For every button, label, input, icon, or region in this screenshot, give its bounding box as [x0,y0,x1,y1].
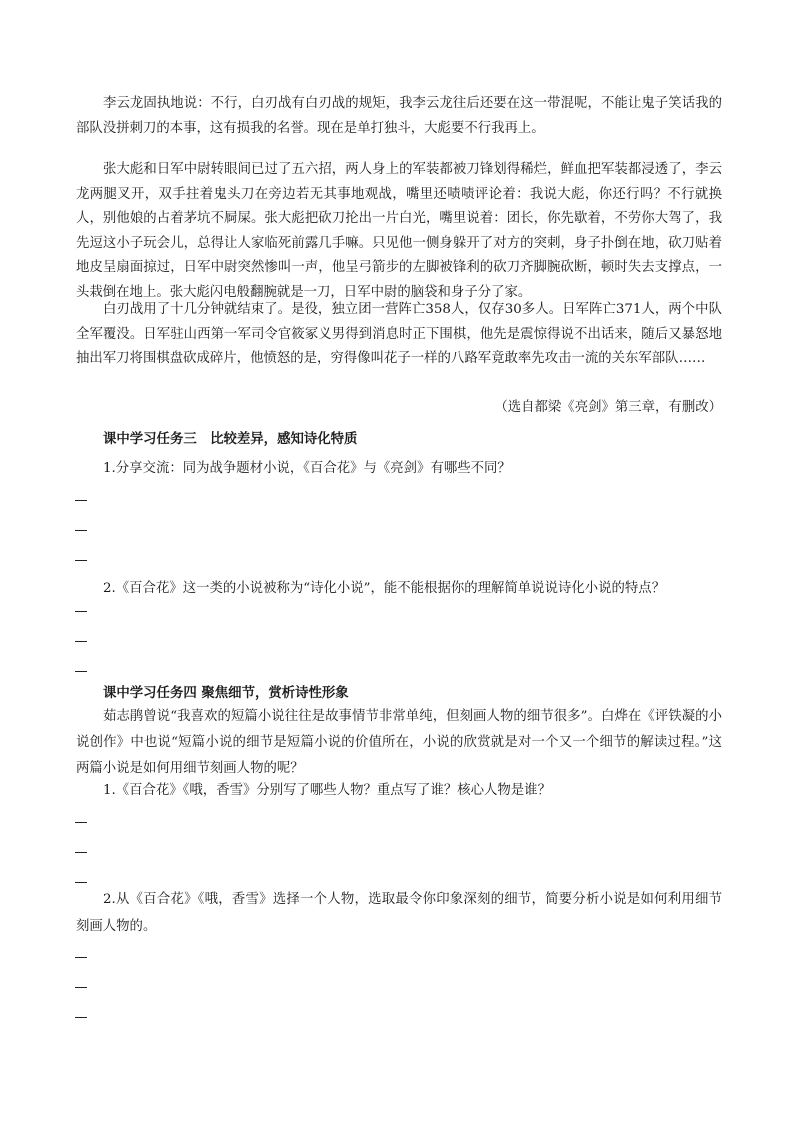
task3-question-1: 1.分享交流：同为战争题材小说，《百合花》与《亮剑》有哪些不同？ [103,461,511,476]
task3-question-2: 2.《百合花》这一类的小说被称为“诗化小说”，能不能根据你的理解简单说说诗化小说的特点？ [103,581,666,596]
task4-intro: 茹志鹃曾说“我喜欢的短篇小说往往是故事情节非常单纯，但刻画人物的细节很多”。白烨在《评铁凝的小说创作》中也说“短篇小说的细节是短篇小说的价值所在，小说的欣赏就是对一个又一个细节的解读过程。”这两篇小说是如何用细节刻画人物的呢？ [76,709,722,776]
answer-line[interactable] [75,500,87,501]
source-citation: （选自都梁《亮剑》第三章，有删改） [494,400,722,415]
story-paragraph-3: 白刃战用了十几分钟就结束了。是役，独立团一营阵亡358人，仅存30多人。日军阵亡371人，两个中队全军覆没。日军驻山西第一军司令官筱冢义男得到消息时正下围棋，他先是震惊得说不出话来，随后又暴怒地抽出军刀将围棋盘砍成碎片，他愤怒的是，穷得像叫花子一样的八路军竟敢率先攻击一流的关东军部队…… [76,302,722,366]
answer-line[interactable] [75,822,87,823]
answer-line[interactable] [75,1017,87,1018]
answer-line[interactable] [75,611,87,612]
answer-line[interactable] [75,852,87,853]
task4-heading: 课中学习任务四 聚焦细节，赏析诗性形象 [103,686,349,701]
task4-question-2: 2.从《百合花》《哦，香雪》选择一个人物，选取最令你印象深刻的细节，简要分析小说是如何利用细节刻画人物的。 [76,892,722,934]
story-paragraph-1: 李云龙固执地说：不行，白刃战有白刃战的规矩，我李云龙往后还要在这一带混呢，不能让鬼子笑话我的部队没拼刺刀的本事，这有损我的名誉。现在是单打独斗，大彪要不行我再上。 [76,96,722,136]
answer-line[interactable] [75,882,87,883]
answer-line[interactable] [75,671,87,672]
answer-line[interactable] [75,987,87,988]
answer-line[interactable] [75,530,87,531]
task3-heading: 课中学习任务三 比较差异，感知诗化特质 [103,432,358,447]
answer-line[interactable] [75,641,87,642]
answer-line[interactable] [75,560,87,561]
story-paragraph-2: 张大彪和日军中尉转眼间已过了五六招，两人身上的军装都被刀锋划得稀烂，鲜血把军装都浸透了，李云龙两腿叉开，双手拄着鬼头刀在旁边若无其事地观战，嘴里还啧啧评论着：我说大彪，你还行吗？不行就换人，别他娘的占着茅坑不屙屎。张大彪把砍刀抡出一片白光，嘴里说着：团长，你先歇着，不劳你大驾了，我先逗这小子玩会儿，总得让人家临死前露几手嘛。只见他一侧身躲开了对方的突刺，身子扑倒在地，砍刀贴着地皮呈扇面掠过，日军中尉突然惨叫一声，他呈弓箭步的左脚被锋利的砍刀齐脚腕砍断，顿时失去支撑点，一头栽倒在地上。张大彪闪电般翻腕就是一刀，日军中尉的脑袋和身子分了家。 [76,162,722,300]
answer-line[interactable] [75,957,87,958]
task4-question-1: 1.《百合花》《哦，香雪》分别写了哪些人物？重点写了谁？核心人物是谁？ [103,783,551,798]
